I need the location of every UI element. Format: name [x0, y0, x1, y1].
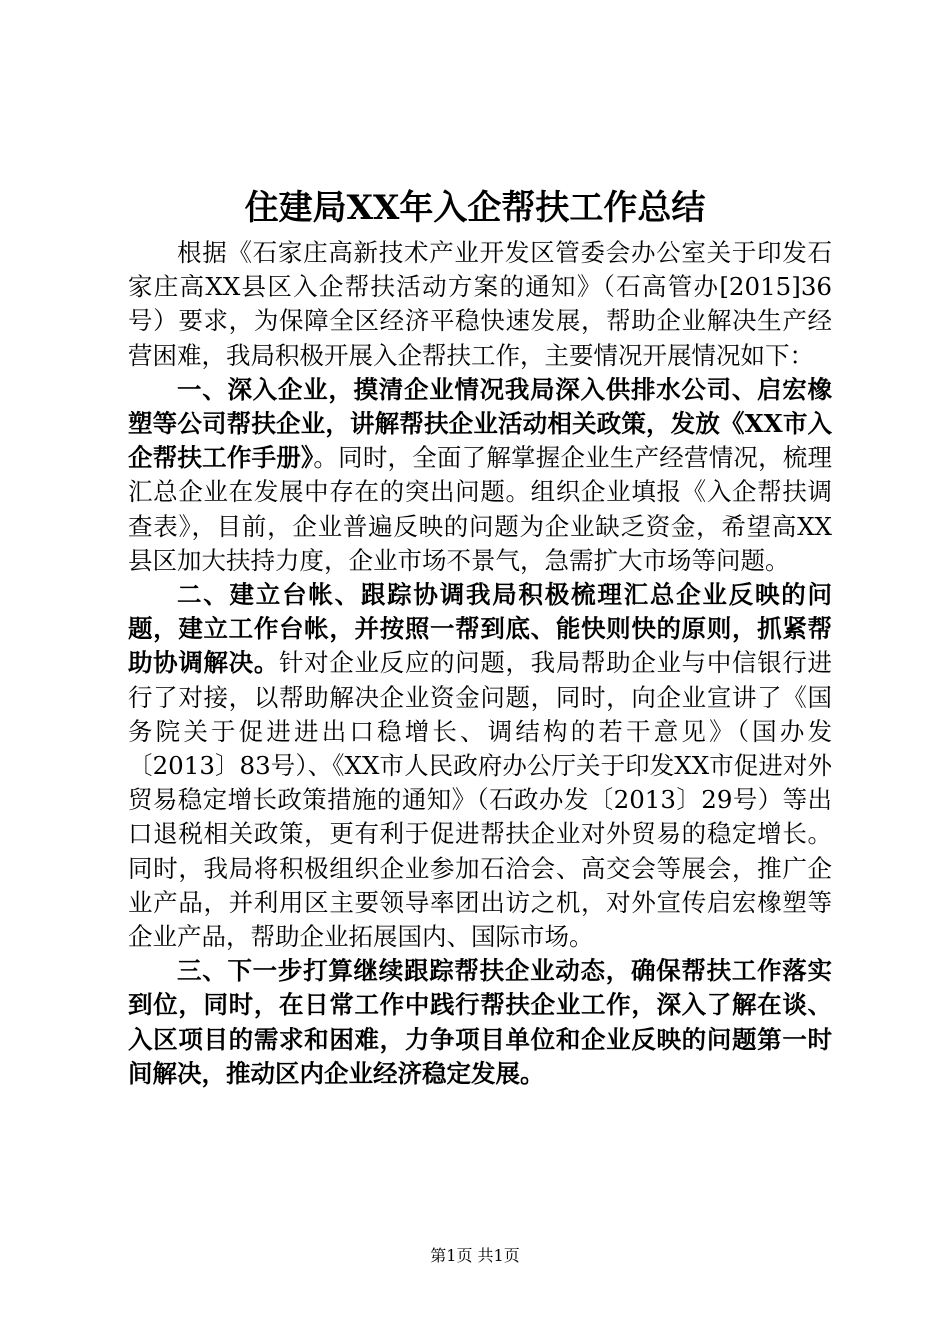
section-2-heading: 二、建立台帐、跟踪协调我局积极梳理汇总企业反映的问题，建立工作台帐，并按照一帮到底、能快则快的原则，抓紧帮助协调解决。: [128, 580, 832, 678]
section-3-paragraph: 三、下一步打算继续跟踪帮扶企业动态，确保帮扶工作落实到位，同时，在日常工作中践行帮扶企业工作，深入了解在谈、入区项目的需求和困难，力争项目单位和企业反映的问题第一时间解决，推动区内企业经济稳定发展。: [128, 956, 832, 1088]
section-2-paragraph: [128, 578, 832, 954]
section-1-paragraph: [128, 373, 832, 578]
section-1-heading: 一、深入企业，摸清企业情况我局深入供排水公司、启宏橡塑等公司帮扶企业，讲解帮扶企业活动相关政策，发放《XX市入企帮扶工作手册》: [128, 374, 832, 473]
document-body: [128, 236, 832, 1091]
section-2-body: 针对企业反应的问题，我局帮助企业与中信银行进行了对接，以帮助解决企业资金问题，同时，向企业宣讲了《国务院关于促进进出口稳增长、调结构的若干意见》（国办发〔2013〕83号）、《XX市人民政府办公厅关于印发XX市促进对外贸易稳定增长政策措施的通知》（石政办发〔2013〕29号）等出口退税相关政策，更有利于促进帮扶企业对外贸易的稳定增长。同时，我局将积极组织企业参加石洽会、高交会等展会，推广企业产品，并利用区主要领导率团出访之机，对外宣传启宏橡塑等企业产品，帮助企业拓展国内、国际市场。: [128, 648, 832, 952]
intro-paragraph: 根据《石家庄高新技术产业开发区管委会办公室关于印发石家庄高XX县区入企帮扶活动方案的通知》（石高管办[2015]36号）要求，为保障全区经济平稳快速发展，帮助企业解决生产经营困难，我局积极开展入企帮扶工作，主要情况开展情况如下：: [128, 238, 832, 370]
section-1-body: 。同时，全面了解掌握企业生产经营情况，梳理汇总企业在发展中存在的突出问题。组织企业填报《入企帮扶调查表》，目前，企业普遍反映的问题为企业缺乏资金，希望高XX县区加大扶持力度，企业市场不景气，急需扩大市场等问题。: [128, 443, 833, 575]
document-title: 住建局XX年入企帮扶工作总结: [244, 188, 706, 228]
page-number: 第1页 共1页: [430, 1246, 520, 1265]
